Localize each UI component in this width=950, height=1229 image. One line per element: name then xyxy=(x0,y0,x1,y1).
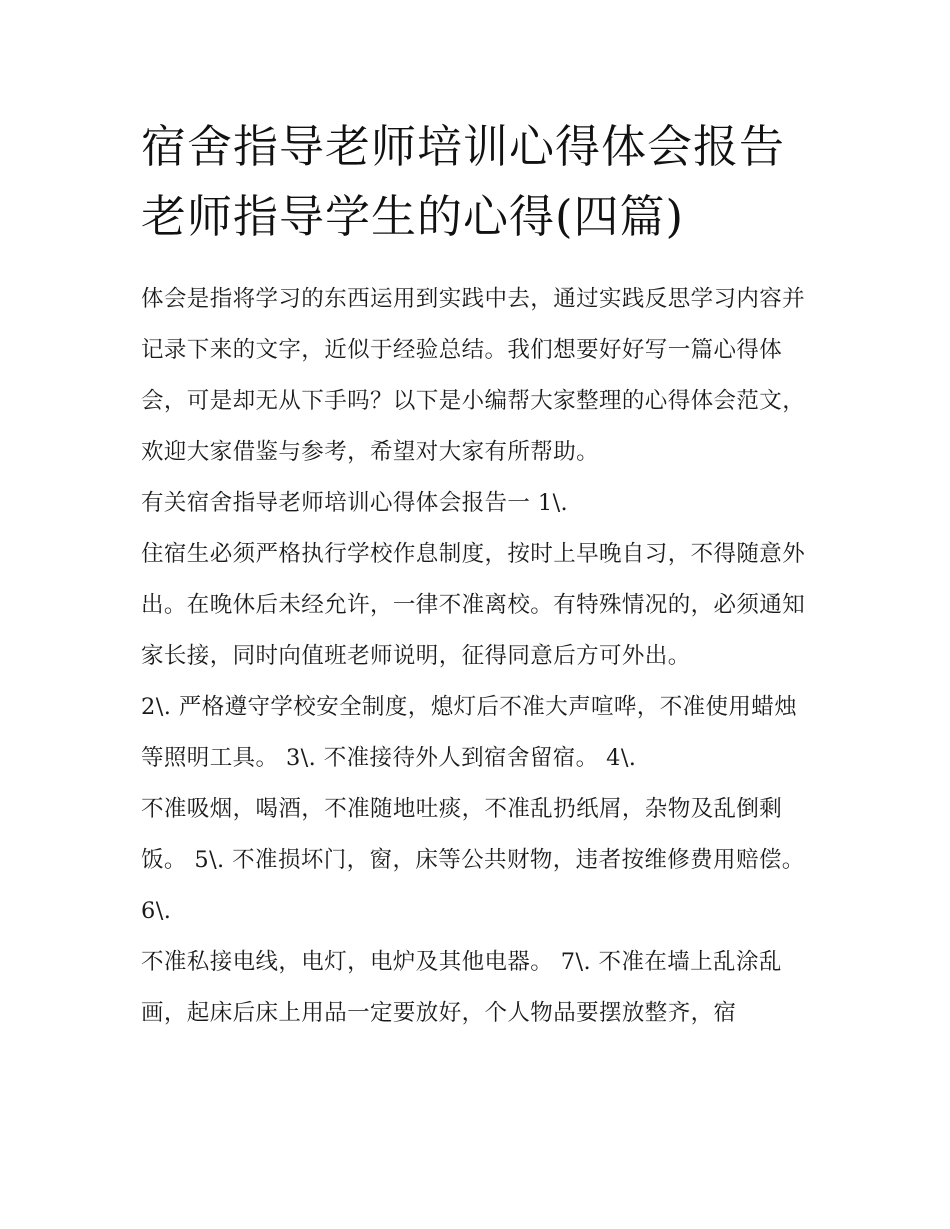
rule-paragraph-2: 2\. 严格遵守学校安全制度，熄灯后不准大声喧哗，不准使用蜡烛等照明工具。 3\. 不准接待外人到宿舍留宿。 4\. xyxy=(141,694,798,771)
intro-paragraph: 体会是指将学习的东西运用到实践中去，通过实践反思学习内容并记录下来的文字，近似于经验总结。我们想要好好写一篇心得体会，可是却无从下手吗？以下是小编帮大家整理的心得体会范文，欢迎大家借鉴与参考，希望对大家有所帮助。 xyxy=(141,286,806,465)
document-title: 宿舍指导老师培训心得体会报告 老师指导学生的心得(四篇) xyxy=(141,120,786,243)
document-page xyxy=(141,112,813,1039)
rule-paragraph-1: 住宿生必须严格执行学校作息制度，按时上早晚自习，不得随意外出。在晚休后未经允许，一律不准离校。有特殊情况的，必须通知家长接，同时向值班老师说明，征得同意后方可外出。 xyxy=(141,541,806,669)
rule-paragraph-3: 不准吸烟，喝酒，不准随地吐痰，不准乱扔纸屑，杂物及乱倒剩饭。 5\. 不准损坏门，窗，床等公共财物，违者按维修费用赔偿。 6\. xyxy=(141,796,805,924)
rule-paragraph-4: 不准私接电线，电灯，电炉及其他电器。 7\. 不准在墙上乱涂乱画，起床后床上用品一定要放好，个人物品要摆放整齐，宿 xyxy=(141,949,782,1026)
section-heading: 有关宿舍指导老师培训心得体会报告一 1\. xyxy=(141,490,569,516)
